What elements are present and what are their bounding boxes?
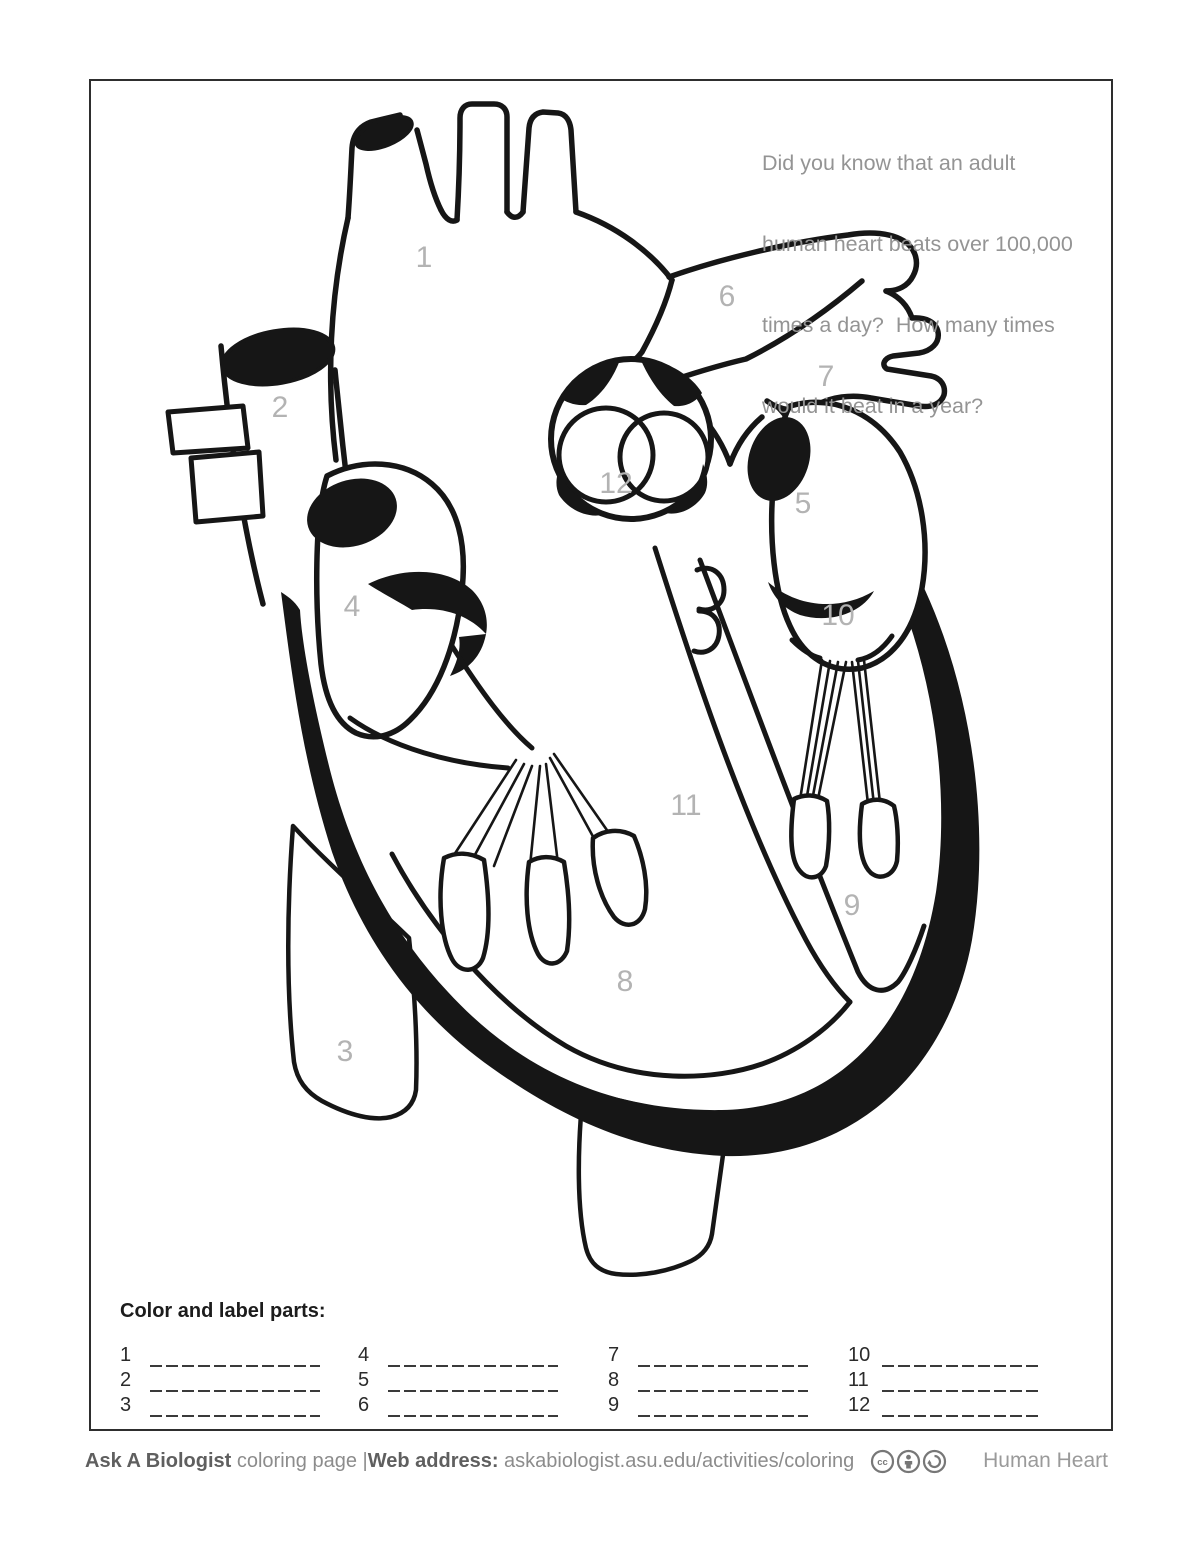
footer-credit <box>85 1449 947 1474</box>
answer-number: 8 <box>608 1369 620 1391</box>
web-address-url: askabiologist.asu.edu/activities/coloring <box>498 1450 855 1472</box>
footer <box>85 1446 1108 1480</box>
diagram-label-4: 4 <box>343 590 361 623</box>
brand-name: Ask A Biologist <box>85 1450 232 1472</box>
diagram-label-2: 2 <box>271 391 289 424</box>
cc-icon <box>870 1449 895 1474</box>
document-title: Human Heart <box>983 1449 1108 1472</box>
fact-question-line: times a day? How many times <box>762 313 1055 337</box>
footer-descriptor: coloring page | <box>231 1450 368 1472</box>
answer-blank-11 <box>882 1372 1038 1392</box>
diagram-label-5: 5 <box>794 487 812 520</box>
diagram-label-10: 10 <box>821 599 855 632</box>
answer-number: 6 <box>358 1394 370 1416</box>
diagram-label-12: 12 <box>599 467 633 500</box>
answer-number: 12 <box>848 1394 871 1416</box>
answer-blank-9 <box>638 1397 808 1417</box>
fact-question-line: human heart beats over 100,000 <box>762 232 1073 256</box>
answer-number: 5 <box>358 1369 370 1391</box>
answer-number: 11 <box>848 1369 869 1391</box>
answer-blank-12 <box>882 1397 1038 1417</box>
answer-row <box>120 1367 320 1392</box>
answer-blank-8 <box>638 1372 808 1392</box>
answer-number: 4 <box>358 1344 370 1366</box>
answer-number: 1 <box>120 1344 132 1366</box>
answer-row <box>608 1342 808 1367</box>
attribution-icon <box>896 1449 921 1474</box>
answer-column-2 <box>358 1342 558 1417</box>
answer-number: 10 <box>848 1344 871 1366</box>
answer-row <box>358 1392 558 1417</box>
answer-column-4 <box>848 1342 1038 1417</box>
answer-row <box>120 1392 320 1417</box>
answer-blank-1 <box>150 1347 320 1367</box>
answer-blank-10 <box>882 1347 1038 1367</box>
answer-number: 2 <box>120 1369 132 1391</box>
answer-column-1 <box>120 1342 320 1417</box>
answer-row <box>358 1342 558 1367</box>
fact-question <box>762 96 1073 474</box>
share-alike-icon <box>922 1449 947 1474</box>
answer-number: 3 <box>120 1394 132 1416</box>
diagram-label-7: 7 <box>817 360 835 393</box>
answer-blank-6 <box>388 1397 558 1417</box>
fact-question-line: Did you know that an adult <box>762 151 1016 175</box>
fact-question-line: would it beat in a year? <box>762 394 984 418</box>
answer-blank-4 <box>388 1347 558 1367</box>
answer-column-3 <box>608 1342 808 1417</box>
answer-section <box>120 1300 1080 1416</box>
diagram-label-9: 9 <box>843 889 861 922</box>
svg-text:cc: cc <box>877 1457 889 1469</box>
license-icons <box>870 1449 947 1474</box>
answer-blank-2 <box>150 1372 320 1392</box>
answer-row <box>120 1342 320 1367</box>
answer-row <box>608 1392 808 1417</box>
diagram-label-6: 6 <box>718 280 736 313</box>
web-address-label: Web address: <box>367 1450 499 1472</box>
diagram-label-3: 3 <box>336 1035 354 1068</box>
answer-number: 7 <box>608 1344 620 1366</box>
answer-section-heading: Color and label parts: <box>120 1300 326 1322</box>
answer-blank-5 <box>388 1372 558 1392</box>
answer-row <box>848 1342 1038 1367</box>
diagram-label-11: 11 <box>670 789 702 822</box>
answer-row <box>848 1392 1038 1417</box>
diagram-label-8: 8 <box>616 965 634 998</box>
answer-row <box>358 1367 558 1392</box>
diagram-label-1: 1 <box>415 241 433 274</box>
answer-row <box>608 1367 808 1392</box>
answer-number: 9 <box>608 1394 620 1416</box>
answer-blank-3 <box>150 1397 320 1417</box>
answer-row <box>848 1367 1038 1392</box>
answer-blank-7 <box>638 1347 808 1367</box>
